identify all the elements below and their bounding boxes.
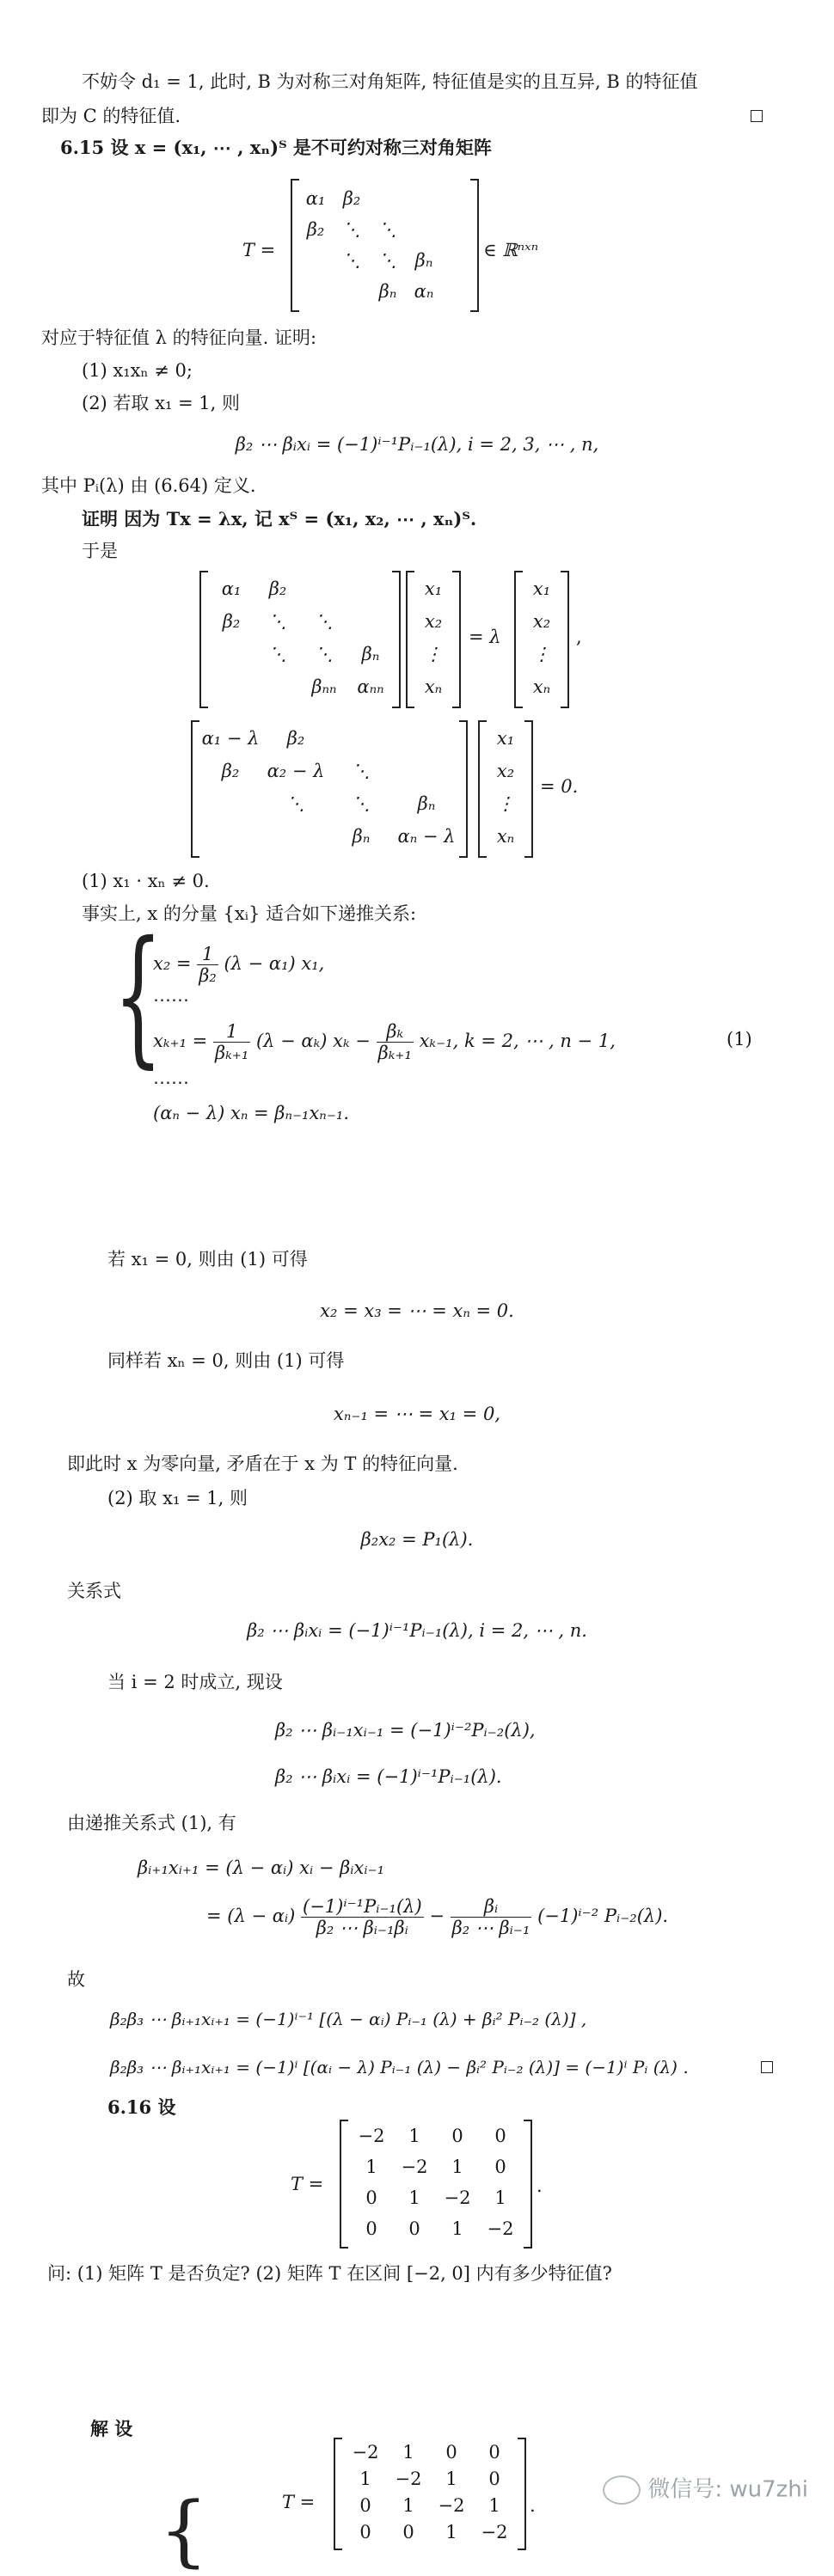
equation-tag: (1) [727, 1029, 752, 1049]
matrix-cell: xₙ [496, 826, 515, 847]
matrix-cell: β₂ [306, 219, 325, 240]
matrix-cell: ⋱ [268, 611, 287, 632]
text-line: (1) x₁xₙ ≠ 0; [82, 360, 193, 381]
matrix-cell: 0 [488, 2469, 500, 2489]
text-line: 由递推关系式 (1), 有 [67, 1813, 236, 1833]
matrix-cell: −2 [358, 2126, 385, 2146]
solution-heading: 解 设 [90, 2418, 133, 2439]
qed-square-icon [751, 110, 763, 122]
qed-square-icon [761, 2061, 773, 2073]
equation: βᵢ₊₁xᵢ₊₁ = (λ − αᵢ) xᵢ − βᵢxᵢ₋₁ [138, 1857, 385, 1878]
text-line: 若 x₁ = 0, 则由 (1) 可得 [107, 1249, 308, 1270]
text-line: 当 i = 2 时成立, 现设 [107, 1672, 283, 1692]
equation: = (λ − αᵢ) $\frac{\text{(−1)ⁱ⁻¹Pᵢ₋₁(λ)}}{\text{β₂ ⋯ βᵢ₋₁βᵢ}}$ − $\frac{\text{βᵢ}}{\text{β₂ ⋯ βᵢ₋₁}}$ (−1)ⁱ⁻² Pᵢ₋₂(λ). [206, 1896, 669, 1939]
matrix-cell: 1 [365, 2157, 377, 2177]
matrix-cell: ⋮ [424, 644, 443, 664]
matrix-cell: β₂ [286, 728, 305, 749]
matrix-cell: 1 [402, 2442, 414, 2463]
equation: β₂x₂ = P₁(λ). [360, 1529, 474, 1550]
matrix-cell: α₁ [305, 188, 326, 209]
matrix-cell: x₁ [532, 578, 551, 599]
matrix-cell: βₙ [378, 281, 397, 302]
matrix-cell: −2 [401, 2157, 428, 2177]
matrix-cell: βₙ [414, 250, 433, 271]
matrix-cell: 1 [359, 2469, 371, 2489]
text-line: 其中 Pᵢ(λ) 由 (6.64) 定义. [41, 475, 256, 496]
text-line: 关系式 [67, 1581, 121, 1601]
matrix-cell: ⋱ [352, 761, 371, 781]
matrix-cell: xₙ [532, 676, 551, 697]
text-line: 故 [67, 1969, 85, 1990]
matrix-cell: βₙₙ [311, 676, 337, 697]
matrix-cell: ⋱ [378, 219, 397, 240]
matrix-cell: −2 [481, 2522, 508, 2542]
matrix-cell: αₙ − λ [397, 826, 456, 847]
matrix-label: T = [282, 2492, 316, 2512]
recurrence-line: (αₙ − λ) xₙ = βₙ₋₁xₙ₋₁. [153, 1103, 349, 1123]
equation: xₙ₋₁ = ⋯ = x₁ = 0, [334, 1404, 500, 1424]
matrix-cell: ⋱ [352, 793, 371, 814]
equation: β₂ ⋯ βᵢxᵢ = (−1)ⁱ⁻¹Pᵢ₋₁(λ), i = 2, ⋯ , n. [247, 1620, 587, 1641]
proof-heading: 证明 因为 Tx = λx, 记 xᵀ = (x₁, x₂, ⋯ , xₙ)ᵀ. [82, 508, 477, 529]
text-line: (2) 若取 x₁ = 1, 则 [82, 393, 241, 413]
matrix-cell: −2 [487, 2218, 514, 2239]
matrix-cell: x₂ [532, 611, 551, 632]
equation: x₂ = x₃ = ⋯ = xₙ = 0. [320, 1300, 514, 1321]
matrix-cell: βₙ [352, 826, 371, 847]
problem-6-15-heading: 6.15 设 x = (x₁, ⋯ , xₙ)ᵀ 是不可约对称三对角矩阵 [60, 137, 492, 158]
matrix-cell: αₙ [414, 281, 434, 302]
punctuation: , [576, 627, 582, 647]
matrix-cell: x₁ [496, 728, 515, 749]
text-line: 同样若 xₙ = 0, 则由 (1) 可得 [107, 1350, 345, 1371]
left-brace: { [113, 910, 163, 1083]
matrix-cell: α₁ − λ [201, 728, 260, 749]
matrix-cell: 1 [445, 2522, 457, 2542]
matrix-cell: xₙ [424, 676, 443, 697]
matrix-space-label: ∈ ℝⁿˣⁿ [483, 240, 539, 260]
matrix-cell: 1 [445, 2469, 457, 2489]
punctuation: . [530, 2495, 536, 2516]
matrix-cell: αₙₙ [357, 676, 384, 697]
text-line: (2) 取 x₁ = 1, 则 [107, 1488, 248, 1508]
matrix-cell: 1 [408, 2126, 420, 2146]
problem-6-16-heading: 6.16 设 [107, 2096, 176, 2118]
matrix-cell: 1 [451, 2218, 463, 2239]
equation: β₂β₃ ⋯ βᵢ₊₁xᵢ₊₁ = (−1)ⁱ⁻¹ [(λ − αᵢ) Pᵢ₋₁ (λ) + βᵢ² Pᵢ₋₂ (λ)] , [110, 2009, 587, 2029]
ellipsis: ⋯⋯ [153, 1072, 189, 1092]
text-line: 不妨令 d₁ = 1, 此时, B 为对称三对角矩阵, 特征值是实的且互异, B 的特征值 [82, 71, 698, 92]
text-line: 于是 [82, 541, 118, 561]
matrix-cell: 0 [359, 2495, 371, 2516]
ellipsis: ⋯⋯ [153, 989, 189, 1010]
matrix-cell: ⋱ [286, 793, 305, 814]
equation: β₂ ⋯ βᵢ₋₁xᵢ₋₁ = (−1)ⁱ⁻²Pᵢ₋₂(λ), [275, 1720, 536, 1741]
matrix-cell: βₙ [417, 793, 436, 814]
matrix-cell: −2 [352, 2442, 379, 2463]
matrix-cell: 1 [488, 2495, 500, 2516]
matrix-cell: x₁ [424, 578, 443, 599]
matrix-cell: ⋱ [342, 219, 361, 240]
matrix-cell: −2 [444, 2187, 471, 2208]
matrix-cell: α₂ − λ [267, 761, 325, 781]
matrix-cell: 0 [494, 2157, 506, 2177]
matrix-cell: −2 [395, 2469, 422, 2489]
equals-lambda: = λ [469, 627, 501, 647]
matrix-t-minus-lambda [191, 720, 468, 858]
equation: β₂ ⋯ βᵢxᵢ = (−1)ⁱ⁻¹Pᵢ₋₁(λ), i = 2, 3, ⋯ , n, [235, 434, 599, 455]
matrix-cell: 0 [494, 2126, 506, 2146]
punctuation: . [537, 2175, 543, 2196]
vector-x [406, 571, 461, 708]
text-line: 事实上, x 的分量 {xᵢ} 适合如下递推关系: [82, 903, 417, 924]
matrix-cell: ⋮ [496, 793, 515, 814]
matrix-cell: 0 [451, 2126, 463, 2146]
matrix-cell: 0 [365, 2218, 377, 2239]
matrix-cell: ⋱ [378, 250, 397, 271]
matrix-cell: 0 [488, 2442, 500, 2463]
text-line: 即为 C 的特征值. [41, 106, 181, 126]
matrix-cell: 0 [365, 2187, 377, 2208]
matrix-t [199, 571, 401, 708]
matrix-cell: 1 [451, 2157, 463, 2177]
matrix-cell: α₁ [221, 578, 242, 599]
matrix-cell: 0 [408, 2218, 420, 2239]
matrix-cell: ⋱ [315, 611, 334, 632]
matrix-cell: ⋱ [315, 644, 334, 664]
matrix-cell: −2 [438, 2495, 465, 2516]
wechat-icon [603, 2475, 641, 2505]
question-line: 问: (1) 矩阵 T 是否负定? (2) 矩阵 T 在区间 [−2, 0] 内有多少特征值? [47, 2263, 612, 2284]
matrix-cell: ⋮ [532, 644, 551, 664]
matrix-cell: x₂ [496, 761, 515, 781]
text-line: 即此时 x 为零向量, 矛盾在于 x 为 T 的特征向量. [67, 1453, 458, 1474]
vector-x [514, 571, 569, 708]
matrix-cell: 0 [359, 2522, 371, 2542]
text-line: 对应于特征值 λ 的特征向量. 证明: [41, 327, 317, 348]
matrix-t-numeric [340, 2120, 532, 2249]
matrix-cell: β₂ [342, 188, 361, 209]
matrix-cell: 0 [445, 2442, 457, 2463]
matrix-cell: β₂ [222, 611, 241, 632]
matrix-label: T = [291, 2174, 324, 2194]
equation: β₂ ⋯ βᵢxᵢ = (−1)ⁱ⁻¹Pᵢ₋₁(λ). [275, 1766, 502, 1787]
left-brace: { [159, 2486, 209, 2576]
matrix-cell: βₙ [361, 644, 380, 664]
vector-x [478, 720, 533, 858]
matrix-t-general [291, 179, 479, 312]
equation: β₂β₃ ⋯ βᵢ₊₁xᵢ₊₁ = (−1)ⁱ [(αᵢ − λ) Pᵢ₋₁ (λ) − βᵢ² Pᵢ₋₂ (λ)] = (−1)ⁱ Pᵢ (λ) . [110, 2057, 689, 2077]
matrix-cell: x₂ [424, 611, 443, 632]
matrix-cell: ⋱ [342, 250, 361, 271]
watermark: 微信号: wu7zhi [603, 2475, 808, 2505]
matrix-cell: 1 [494, 2187, 506, 2208]
matrix-cell: ⋱ [268, 644, 287, 664]
recurrence-line: xₖ₊₁ = $\frac{1}{\text{βₖ₊₁}}$ (λ − αₖ) xₖ − $\frac{\text{βₖ}}{\text{βₖ₊₁}}$ xₖ₋₁, k = 2, ⋯ , n − 1, [153, 1021, 616, 1064]
matrix-cell: 0 [402, 2522, 414, 2542]
matrix-cell: 1 [408, 2187, 420, 2208]
text-line: (1) x₁ · xₙ ≠ 0. [82, 871, 210, 891]
matrix-cell: 1 [402, 2495, 414, 2516]
recurrence-line: x₂ = $\frac{1}{\text{β₂}}$ (λ − α₁) x₁, [153, 944, 325, 987]
matrix-t-numeric [334, 2438, 526, 2550]
matrix-cell: β₂ [221, 761, 240, 781]
equals-zero: = 0. [540, 776, 579, 797]
matrix-cell: β₂ [268, 578, 287, 599]
matrix-label: T = [242, 240, 276, 260]
